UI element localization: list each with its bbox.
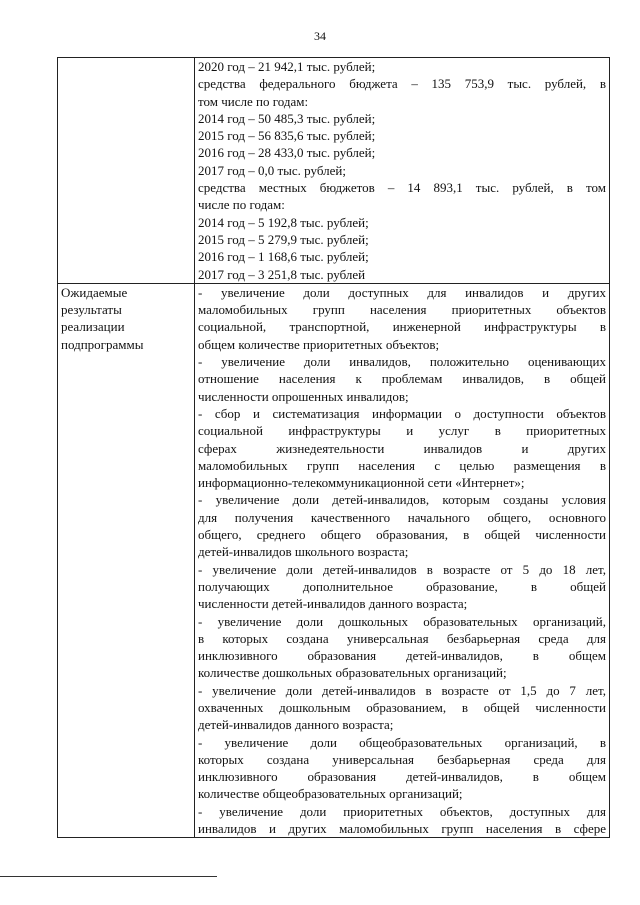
content-cell-results bbox=[195, 283, 610, 838]
text-line: информационно-телекоммуникационной сети «Интернет»; bbox=[198, 475, 525, 491]
label-cell bbox=[58, 283, 195, 838]
text-line: - увеличение доли детей-инвалидов в возрасте от 5 до 18 лет, bbox=[198, 561, 606, 577]
text-line: - увеличение доли доступных для инвалидов и других bbox=[198, 284, 606, 300]
label-line: Ожидаемые bbox=[61, 284, 128, 300]
text-line: 2014 год – 5 192,8 тыс. рублей; bbox=[198, 214, 369, 230]
text-line: которых создана универсальная безбарьерная среда для bbox=[198, 751, 606, 767]
text-line: численности опрошенных инвалидов; bbox=[198, 388, 409, 404]
result-item bbox=[198, 682, 606, 734]
result-item bbox=[198, 561, 606, 613]
text-line: для получения качественного начального общего, основного bbox=[198, 509, 606, 525]
text-line: средства федерального бюджета – 135 753,9 тыс. рублей, в bbox=[198, 76, 606, 92]
text-line: 2016 год – 28 433,0 тыс. рублей; bbox=[198, 145, 376, 161]
label-cell bbox=[58, 58, 195, 284]
result-item bbox=[198, 734, 606, 803]
result-item bbox=[198, 491, 606, 560]
result-item bbox=[198, 613, 606, 682]
text-line: социальной инфраструктуры и услуг в приоритетных bbox=[198, 423, 606, 439]
text-line: инклюзивного образования детей-инвалидов, в общем bbox=[198, 769, 606, 785]
text-line: получающих дополнительное образование, в общей bbox=[198, 578, 606, 594]
text-line: в которых создана универсальная безбарьерная среда для bbox=[198, 630, 606, 646]
text-line: инклюзивного образования детей-инвалидов, в общем bbox=[198, 648, 606, 664]
text-line: - увеличение доли приоритетных объектов, доступных для bbox=[198, 803, 606, 819]
table-row bbox=[58, 283, 610, 838]
text-line: 2017 год – 3 251,8 тыс. рублей bbox=[198, 266, 366, 282]
text-line: - увеличение доли инвалидов, положительно оценивающих bbox=[198, 354, 606, 370]
text-line: - увеличение доли общеобразовательных организаций, в bbox=[198, 734, 606, 750]
subprogram-table bbox=[57, 57, 610, 838]
text-line: 2014 год – 50 485,3 тыс. рублей; bbox=[198, 110, 376, 126]
page-number: 34 bbox=[314, 29, 326, 43]
text-line: численности детей-инвалидов данного возраста; bbox=[198, 596, 468, 612]
text-line: том числе по годам: bbox=[198, 93, 309, 109]
text-line: 2015 год – 56 835,6 тыс. рублей; bbox=[198, 128, 376, 144]
text-line: - увеличение доли детей-инвалидов в возрасте от 1,5 до 7 лет, bbox=[198, 682, 606, 698]
result-item bbox=[198, 353, 606, 405]
text-line: количестве общеобразовательных организаций; bbox=[198, 786, 463, 802]
text-line: маломобильных групп населения с целью размещения в bbox=[198, 457, 606, 473]
text-line: общем количестве приоритетных объектов; bbox=[198, 336, 440, 352]
label-line: результаты bbox=[61, 302, 122, 318]
result-item bbox=[198, 803, 606, 838]
text-line: - увеличение доли дошкольных образовательных организаций, bbox=[198, 613, 606, 629]
text-line: детей-инвалидов данного возраста; bbox=[198, 717, 394, 733]
text-line: социальной, транспортной, инженерной инфраструктуры в bbox=[198, 319, 606, 335]
text-line: числе по годам: bbox=[198, 197, 285, 213]
text-line: сферах жизнедеятельности инвалидов и других bbox=[198, 440, 606, 456]
table-row bbox=[58, 58, 610, 284]
text-line: количестве дошкольных образовательных организаций; bbox=[198, 665, 507, 681]
text-line: 2016 год – 1 168,6 тыс. рублей; bbox=[198, 249, 369, 265]
label-line: подпрограммы bbox=[61, 336, 144, 352]
text-line: средства местных бюджетов – 14 893,1 тыс. рублей, в том bbox=[198, 180, 606, 196]
text-line: 2017 год – 0,0 тыс. рублей; bbox=[198, 162, 346, 178]
result-item bbox=[198, 284, 606, 353]
text-line: - сбор и систематизация информации о доступности объектов bbox=[198, 405, 606, 421]
text-line: общего, среднего общего образования, в общей численности bbox=[198, 527, 606, 543]
text-line: 2020 год – 21 942,1 тыс. рублей; bbox=[198, 59, 376, 74]
footer-divider bbox=[0, 876, 217, 877]
content-cell-funding bbox=[195, 58, 610, 284]
text-line: 2015 год – 5 279,9 тыс. рублей; bbox=[198, 231, 369, 247]
text-line: маломобильных групп населения приоритетных объектов bbox=[198, 302, 606, 318]
text-line: охваченных дошкольным образованием, в общей численности bbox=[198, 699, 606, 715]
text-line: инвалидов и других маломобильных групп населения в сфере bbox=[198, 821, 606, 837]
text-line: - увеличение доли детей-инвалидов, которым созданы условия bbox=[198, 492, 606, 508]
result-item bbox=[198, 405, 606, 491]
label-line: реализации bbox=[61, 319, 125, 335]
text-line: детей-инвалидов школьного возраста; bbox=[198, 544, 409, 560]
text-line: отношение населения к проблемам инвалидов, в общей bbox=[198, 371, 606, 387]
